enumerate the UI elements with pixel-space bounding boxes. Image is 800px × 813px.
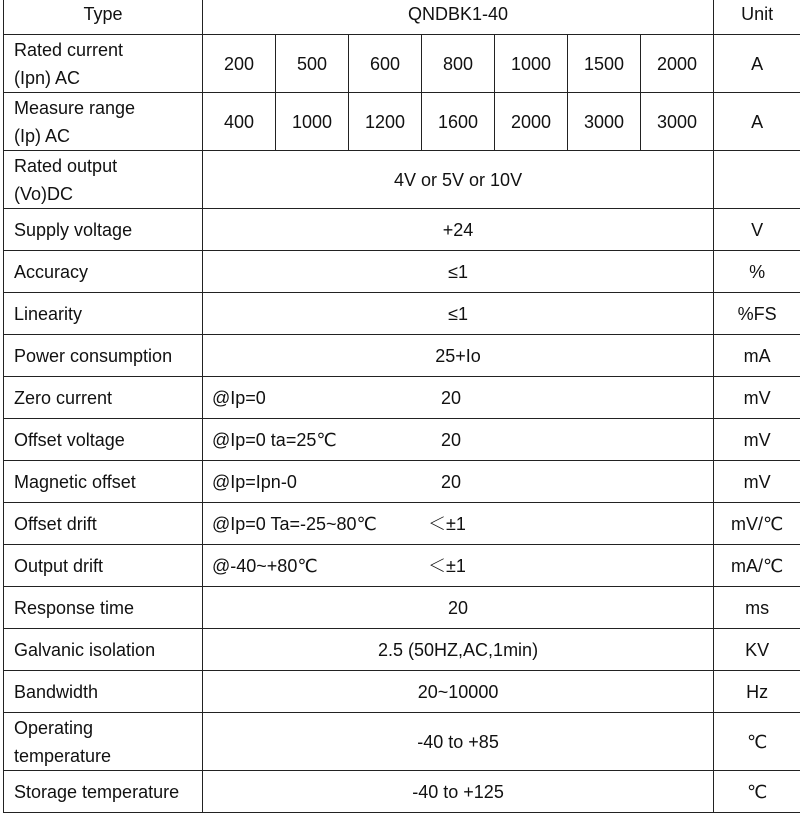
spec-table bbox=[3, 0, 800, 813]
row-rated-current bbox=[4, 35, 800, 93]
offset-drift-value: ＜±1 bbox=[428, 510, 466, 538]
rated-current-value: 200 bbox=[203, 35, 276, 93]
measure-range-label-line1: Measure range bbox=[14, 94, 202, 122]
rated-current-unit: A bbox=[714, 35, 800, 93]
type-header: Type bbox=[4, 0, 203, 35]
header-row bbox=[4, 0, 800, 35]
magnetic-offset-unit: mV bbox=[714, 461, 800, 503]
bandwidth-label: Bandwidth bbox=[4, 671, 203, 713]
operating-temperature-unit: ℃ bbox=[714, 713, 800, 771]
operating-temperature-label-line1: Operating bbox=[14, 714, 202, 742]
row-offset-drift bbox=[4, 503, 800, 545]
row-offset-voltage bbox=[4, 419, 800, 461]
row-response-time bbox=[4, 587, 800, 629]
storage-temperature-unit: ℃ bbox=[714, 771, 800, 813]
row-rated-output bbox=[4, 151, 800, 209]
output-drift-label: Output drift bbox=[4, 545, 203, 587]
offset-drift-unit: mV/℃ bbox=[714, 503, 800, 545]
response-time-unit: ms bbox=[714, 587, 800, 629]
measure-range-unit: A bbox=[714, 93, 800, 151]
rated-current-value: 1000 bbox=[495, 35, 568, 93]
row-magnetic-offset bbox=[4, 461, 800, 503]
accuracy-unit: % bbox=[714, 251, 800, 293]
accuracy-label: Accuracy bbox=[4, 251, 203, 293]
measure-range-value: 1600 bbox=[422, 93, 495, 151]
measure-range-value: 2000 bbox=[495, 93, 568, 151]
rated-output-label bbox=[4, 151, 203, 209]
offset-drift-cell bbox=[203, 503, 714, 545]
offset-voltage-value: 20 bbox=[441, 426, 461, 454]
rated-output-label-line2: (Vo)DC bbox=[14, 180, 202, 208]
response-time-value: 20 bbox=[203, 587, 714, 629]
linearity-value: ≤1 bbox=[203, 293, 714, 335]
galvanic-isolation-value: 2.5 (50HZ,AC,1min) bbox=[203, 629, 714, 671]
bandwidth-value: 20~10000 bbox=[203, 671, 714, 713]
rated-output-value: 4V or 5V or 10V bbox=[203, 151, 714, 209]
measure-range-label bbox=[4, 93, 203, 151]
unit-header: Unit bbox=[714, 0, 800, 35]
offset-voltage-cell bbox=[203, 419, 714, 461]
row-output-drift bbox=[4, 545, 800, 587]
output-drift-value: ＜±1 bbox=[428, 552, 466, 580]
model-header: QNDBK1-40 bbox=[203, 0, 714, 35]
row-bandwidth bbox=[4, 671, 800, 713]
galvanic-isolation-label: Galvanic isolation bbox=[4, 629, 203, 671]
offset-voltage-label: Offset voltage bbox=[4, 419, 203, 461]
row-zero-current bbox=[4, 377, 800, 419]
magnetic-offset-condition: @Ip=Ipn-0 bbox=[212, 468, 297, 496]
rated-current-label-line2: (Ipn) AC bbox=[14, 64, 202, 92]
rated-current-value: 600 bbox=[349, 35, 422, 93]
row-galvanic-isolation bbox=[4, 629, 800, 671]
measure-range-value: 1200 bbox=[349, 93, 422, 151]
response-time-label: Response time bbox=[4, 587, 203, 629]
zero-current-value: 20 bbox=[441, 384, 461, 412]
zero-current-condition: @Ip=0 bbox=[212, 384, 266, 412]
measure-range-value: 1000 bbox=[276, 93, 349, 151]
rated-current-value: 1500 bbox=[568, 35, 641, 93]
zero-current-label: Zero current bbox=[4, 377, 203, 419]
linearity-label: Linearity bbox=[4, 293, 203, 335]
offset-drift-condition: @Ip=0 Ta=-25~80℃ bbox=[212, 510, 377, 538]
operating-temperature-value: -40 to +85 bbox=[203, 713, 714, 771]
measure-range-value: 3000 bbox=[641, 93, 714, 151]
output-drift-unit: mA/℃ bbox=[714, 545, 800, 587]
offset-voltage-condition: @Ip=0 ta=25℃ bbox=[212, 426, 337, 454]
supply-voltage-value: +24 bbox=[203, 209, 714, 251]
magnetic-offset-cell bbox=[203, 461, 714, 503]
zero-current-cell bbox=[203, 377, 714, 419]
row-accuracy bbox=[4, 251, 800, 293]
rated-current-label bbox=[4, 35, 203, 93]
rated-current-value: 800 bbox=[422, 35, 495, 93]
power-consumption-label: Power consumption bbox=[4, 335, 203, 377]
storage-temperature-label: Storage temperature bbox=[4, 771, 203, 813]
rated-current-value: 500 bbox=[276, 35, 349, 93]
row-linearity bbox=[4, 293, 800, 335]
row-measure-range bbox=[4, 93, 800, 151]
operating-temperature-label-line2: temperature bbox=[14, 742, 202, 770]
offset-drift-label: Offset drift bbox=[4, 503, 203, 545]
magnetic-offset-value: 20 bbox=[441, 468, 461, 496]
linearity-unit: %FS bbox=[714, 293, 800, 335]
power-consumption-value: 25+Io bbox=[203, 335, 714, 377]
operating-temperature-label bbox=[4, 713, 203, 771]
rated-current-label-line1: Rated current bbox=[14, 36, 202, 64]
measure-range-value: 400 bbox=[203, 93, 276, 151]
output-drift-cell bbox=[203, 545, 714, 587]
row-storage-temperature bbox=[4, 771, 800, 813]
offset-voltage-unit: mV bbox=[714, 419, 800, 461]
rated-current-value: 2000 bbox=[641, 35, 714, 93]
measure-range-value: 3000 bbox=[568, 93, 641, 151]
supply-voltage-unit: V bbox=[714, 209, 800, 251]
output-drift-condition: @-40~+80℃ bbox=[212, 552, 318, 580]
bandwidth-unit: Hz bbox=[714, 671, 800, 713]
magnetic-offset-label: Magnetic offset bbox=[4, 461, 203, 503]
rated-output-label-line1: Rated output bbox=[14, 152, 202, 180]
galvanic-isolation-unit: KV bbox=[714, 629, 800, 671]
storage-temperature-value: -40 to +125 bbox=[203, 771, 714, 813]
row-power-consumption bbox=[4, 335, 800, 377]
accuracy-value: ≤1 bbox=[203, 251, 714, 293]
power-consumption-unit: mA bbox=[714, 335, 800, 377]
row-supply-voltage bbox=[4, 209, 800, 251]
measure-range-label-line2: (Ip) AC bbox=[14, 122, 202, 150]
rated-output-unit bbox=[714, 151, 800, 209]
row-operating-temperature bbox=[4, 713, 800, 771]
supply-voltage-label: Supply voltage bbox=[4, 209, 203, 251]
zero-current-unit: mV bbox=[714, 377, 800, 419]
